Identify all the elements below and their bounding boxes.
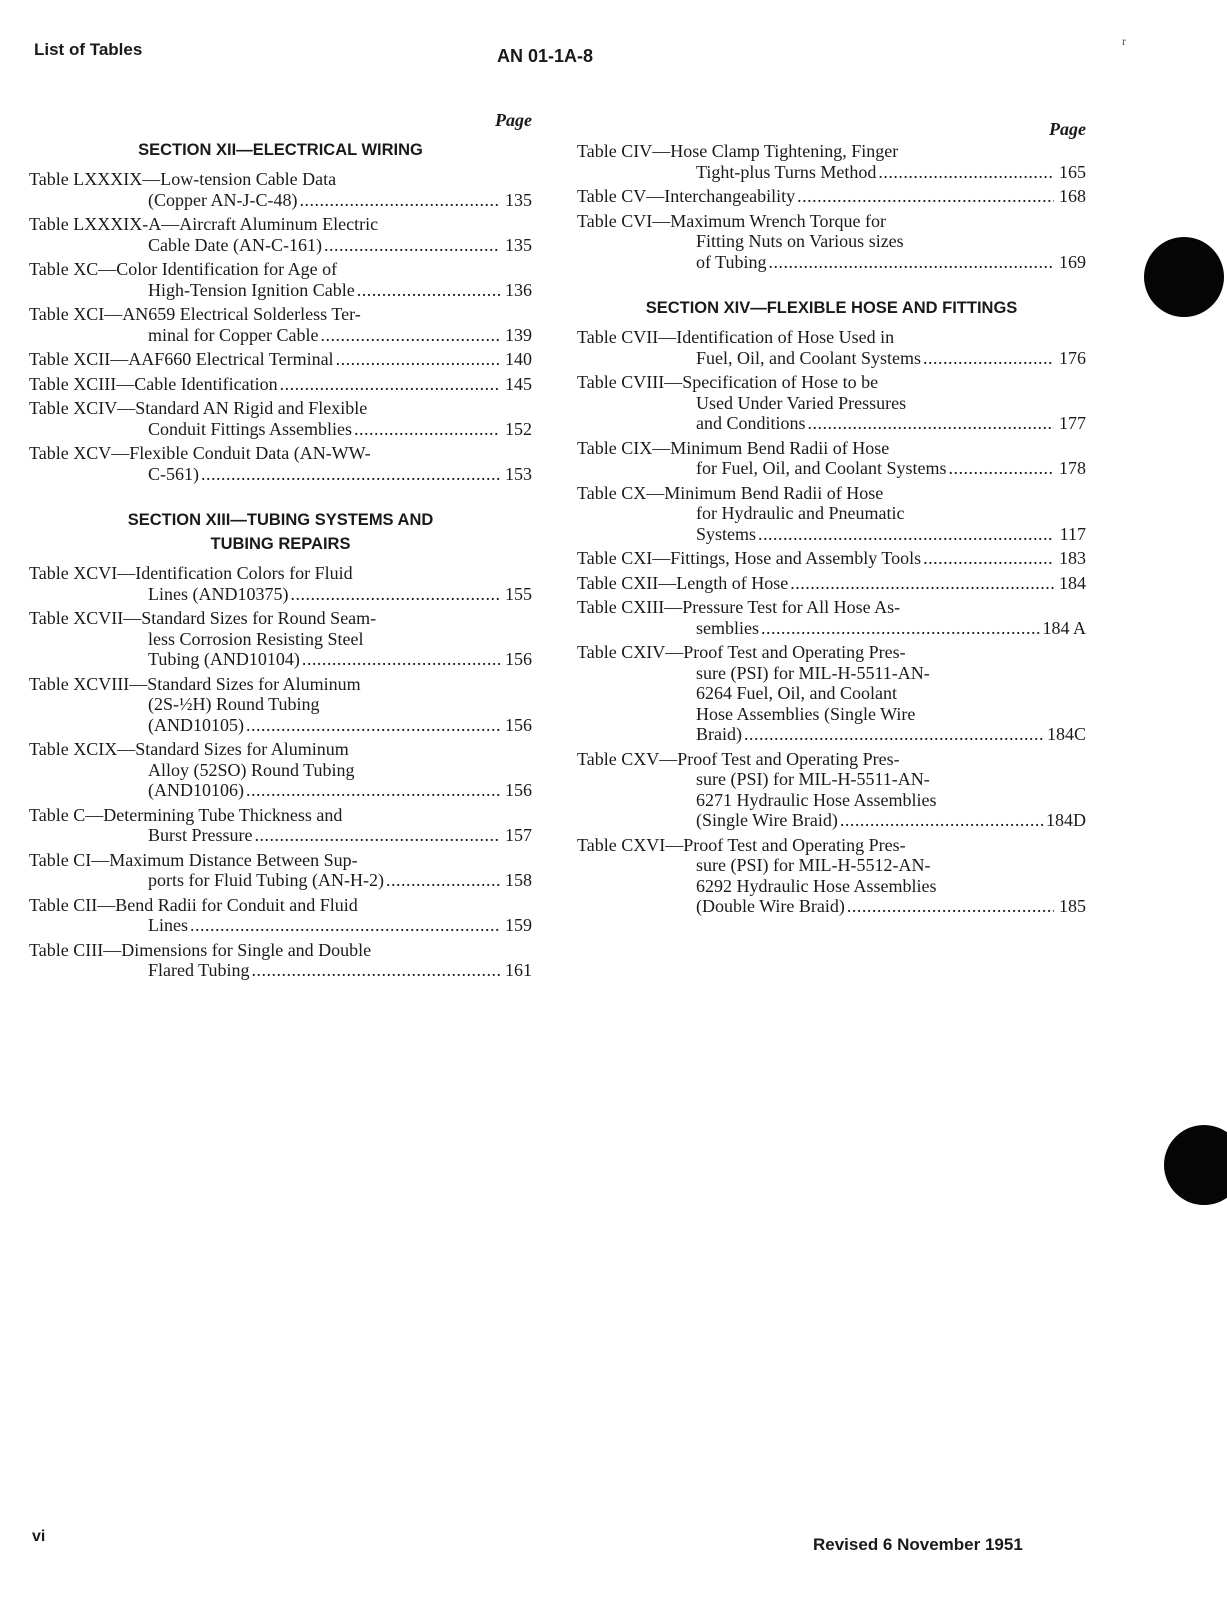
toc-entry <box>29 349 532 370</box>
dot-leader <box>290 584 500 605</box>
toc-entry <box>577 438 1086 479</box>
toc-entry <box>577 597 1086 638</box>
entry-title-continued: Fuel, Oil, and Coolant Systems <box>696 347 921 368</box>
entry-page-number: 185 <box>1059 896 1086 916</box>
entry-page-number: 157 <box>505 825 532 845</box>
toc-entry <box>577 835 1086 917</box>
page-column-label: Page <box>495 110 532 130</box>
toc-entry <box>577 573 1086 594</box>
toc-entry <box>577 186 1086 207</box>
entry-title-continued: (Copper AN-J-C-48) <box>148 189 298 210</box>
entry-last-line <box>577 524 1086 545</box>
entry-page-number: 184C <box>1046 724 1086 744</box>
entry-page-number: 165 <box>1059 161 1086 182</box>
entry-title: Table CXIV—Proof Test and Operating Pres- <box>577 642 906 662</box>
entry-title-continued: Cable Date (AN-C-161) <box>148 234 322 255</box>
entry-page-number: 139 <box>505 324 532 345</box>
dot-leader <box>847 896 1054 917</box>
entry-title: Table XC—Color Identification for Age of <box>29 259 338 279</box>
entry-title-continued: of Tubing <box>696 251 767 272</box>
toc-entry <box>29 805 532 846</box>
toc-entry <box>577 211 1086 273</box>
entry-title-continued: sure (PSI) for MIL-H-5511-AN- <box>696 769 930 789</box>
entry-title-continued: Tubing (AND10104) <box>148 649 300 669</box>
entry-title-continued: Systems <box>696 523 757 544</box>
entry-title-continued: ports for Fluid Tubing (AN-H-2) <box>148 870 385 890</box>
entry-title-continued: Braid) <box>696 724 742 744</box>
document-number: AN 01-1A-8 <box>497 46 594 66</box>
section-heading: SECTION XIV—FLEXIBLE HOSE AND FITTINGS <box>645 299 1018 317</box>
entry-title-continued: Burst Pressure <box>148 825 253 845</box>
entry-title: Table CII—Bend Radii for Conduit and Fluid <box>29 894 358 915</box>
toc-entry <box>577 141 1086 182</box>
dot-leader <box>354 419 500 440</box>
entry-title-continued: (Double Wire Braid) <box>696 896 845 916</box>
entry-title: Table CXIII—Pressure Test for All Hose As- <box>577 597 901 617</box>
entry-title: Table XCV—Flexible Conduit Data (AN-WW- <box>29 443 371 463</box>
entry-last-line <box>577 186 1086 207</box>
entry-page-number: 153 <box>505 463 532 484</box>
dot-leader <box>386 870 500 891</box>
entry-last-line <box>29 715 532 736</box>
left-column <box>29 108 532 985</box>
entry-page-number: 156 <box>505 780 532 800</box>
dot-leader <box>744 724 1045 745</box>
right-column <box>577 117 1086 921</box>
toc-entry <box>29 214 532 255</box>
entry-page-number: 184D <box>1046 810 1086 830</box>
entry-page-number: 117 <box>1059 523 1086 544</box>
entry-page-number: 135 <box>505 234 532 255</box>
entry-last-line <box>577 348 1086 369</box>
entry-title: Table CXI—Fittings, Hose and Assembly Tools <box>577 548 922 568</box>
entry-page-number: 183 <box>1059 548 1086 568</box>
entry-page-number: 140 <box>505 349 532 369</box>
entry-page-number: 136 <box>505 279 532 300</box>
entry-page-number: 135 <box>505 189 532 210</box>
page-column-label: Page <box>1049 119 1086 139</box>
entry-page-number: 158 <box>505 870 532 890</box>
dot-leader <box>761 618 1040 639</box>
dot-leader <box>840 810 1044 831</box>
dot-leader <box>357 280 500 301</box>
entry-page-number: 156 <box>505 714 532 735</box>
entry-page-number: 156 <box>505 649 532 669</box>
entry-title: Table XCVII—Standard Sizes for Round Seam- <box>29 608 377 628</box>
entry-last-line <box>29 825 532 846</box>
entry-last-line <box>29 584 532 605</box>
entry-title: Table CVIII—Specification of Hose to be <box>577 372 879 392</box>
entry-title: Table C—Determining Tube Thickness and <box>29 804 343 825</box>
entry-page-number: 169 <box>1059 251 1086 272</box>
entry-title: Table CIX—Minimum Bend Radii of Hose <box>577 437 890 458</box>
entry-page-number: 161 <box>505 960 532 980</box>
entry-page-number: 176 <box>1059 347 1086 368</box>
entry-title-continued: for Hydraulic and Pneumatic <box>696 503 905 523</box>
entry-page-number: 168 <box>1059 186 1086 206</box>
entry-title: Table LXXXIX—Low-tension Cable Data <box>29 169 337 189</box>
entry-title-continued: 6264 Fuel, Oil, and Coolant <box>696 683 897 703</box>
entry-page-number: 145 <box>505 373 532 394</box>
toc-entry <box>29 169 532 210</box>
entry-last-line <box>29 960 532 981</box>
entry-last-line <box>577 810 1086 831</box>
dot-leader <box>302 649 500 670</box>
entry-title: Table XCVI—Identification Colors for Fluid <box>29 563 353 583</box>
running-header-title: List of Tables <box>34 40 143 59</box>
entry-title-continued: Used Under Varied Pressures <box>696 392 907 413</box>
dot-leader <box>336 349 500 370</box>
dot-leader <box>280 374 500 395</box>
entry-last-line <box>29 780 532 801</box>
dot-leader <box>790 573 1054 594</box>
dot-leader <box>320 325 500 346</box>
toc-entry <box>29 374 532 395</box>
entry-title: Table CI—Maximum Distance Between Sup- <box>29 849 358 870</box>
entry-title: Table CX—Minimum Bend Radii of Hose <box>577 482 884 503</box>
entry-title: Table CXII—Length of Hose <box>577 572 789 593</box>
entry-title-continued: for Fuel, Oil, and Coolant Systems <box>696 458 947 478</box>
entry-title-continued: Hose Assemblies (Single Wire <box>696 703 916 724</box>
entry-title-continued: (AND10105) <box>148 714 244 735</box>
entry-title-continued: Lines (AND10375) <box>148 583 289 604</box>
revision-date: Revised 6 November 1951 <box>813 1535 1023 1554</box>
section-heading: TUBING REPAIRS <box>210 535 351 553</box>
entry-page-number: 152 <box>505 418 532 439</box>
dot-leader <box>949 458 1055 479</box>
entry-title-continued: High-Tension Ignition Cable <box>148 279 355 300</box>
dot-leader <box>246 780 500 801</box>
entry-title: Table XCI—AN659 Electrical Solderless Ter- <box>29 304 361 324</box>
toc-entry <box>29 259 532 300</box>
entry-page-number: 177 <box>1059 413 1086 433</box>
toc-entry <box>29 398 532 439</box>
toc-entry <box>29 739 532 801</box>
entry-page-number: 159 <box>505 915 532 935</box>
entry-title-continued: less Corrosion Resisting Steel <box>148 628 364 649</box>
entry-last-line <box>29 464 532 485</box>
entry-page-number: 184 <box>1059 572 1086 593</box>
entry-last-line <box>29 349 532 370</box>
entry-title-continued: C-561) <box>148 463 199 484</box>
toc-entry <box>29 304 532 345</box>
dot-leader <box>769 252 1054 273</box>
entry-title-continued: Lines <box>148 915 188 935</box>
toc-entry <box>29 443 532 484</box>
entry-title: Table CVI—Maximum Wrench Torque for <box>577 210 887 231</box>
margin-mark: r <box>1122 34 1126 48</box>
entry-page-number: 184 A <box>1042 617 1086 638</box>
entry-last-line <box>577 162 1086 183</box>
entry-title: Table CXVI—Proof Test and Operating Pres- <box>577 834 906 855</box>
binder-hole-bottom <box>1164 1125 1227 1205</box>
entry-title: Table CXV—Proof Test and Operating Pres- <box>577 748 900 769</box>
toc-entry <box>29 895 532 936</box>
toc-entry <box>29 674 532 736</box>
dot-leader <box>758 524 1054 545</box>
entry-last-line <box>29 374 532 395</box>
toc-entry <box>577 483 1086 545</box>
entry-title: Table XCIX—Standard Sizes for Aluminum <box>29 739 349 759</box>
entry-title-continued: 6271 Hydraulic Hose Assemblies <box>696 789 937 810</box>
dot-leader <box>324 235 500 256</box>
toc-entry <box>577 372 1086 434</box>
toc-entry <box>577 548 1086 569</box>
entry-last-line <box>577 413 1086 434</box>
entry-title-continued: sure (PSI) for MIL-H-5511-AN- <box>696 662 930 683</box>
entry-page-number: 178 <box>1059 458 1086 478</box>
toc-entry <box>577 327 1086 368</box>
dot-leader <box>190 915 500 936</box>
dot-leader <box>797 186 1054 207</box>
toc-entry <box>577 642 1086 745</box>
dot-leader <box>923 348 1054 369</box>
entry-title-continued: Tight-plus Turns Method <box>696 161 877 182</box>
entry-title: Table LXXXIX-A—Aircraft Aluminum Electric <box>29 214 379 234</box>
entry-last-line <box>29 280 532 301</box>
entry-last-line <box>29 190 532 211</box>
dot-leader <box>299 190 500 211</box>
entry-last-line <box>577 548 1086 569</box>
entry-last-line <box>29 419 532 440</box>
entry-title-continued: Flared Tubing <box>148 960 250 980</box>
page-number: vi <box>32 1528 46 1545</box>
dot-leader <box>255 825 501 846</box>
entry-title: Table XCIII—Cable Identification <box>29 373 278 394</box>
toc-entry <box>29 940 532 981</box>
dot-leader <box>252 960 500 981</box>
entry-title-continued: (2S-½H) Round Tubing <box>148 694 320 714</box>
dot-leader <box>878 162 1054 183</box>
entry-last-line <box>577 573 1086 594</box>
entry-last-line <box>29 235 532 256</box>
toc-entry <box>29 850 532 891</box>
entry-title-continued: (Single Wire Braid) <box>696 810 838 830</box>
entry-title: Table XCIV—Standard AN Rigid and Flexible <box>29 398 368 418</box>
dot-leader <box>201 464 500 485</box>
entry-title-continued: semblies <box>696 617 759 638</box>
entry-page-number: 155 <box>505 583 532 604</box>
entry-title: Table CIV—Hose Clamp Tightening, Finger <box>577 141 899 161</box>
entry-last-line <box>29 649 532 670</box>
entry-last-line <box>577 458 1086 479</box>
entry-title: Table XCII—AAF660 Electrical Terminal <box>29 349 334 369</box>
dot-leader <box>246 715 500 736</box>
section-heading: SECTION XIII—TUBING SYSTEMS AND <box>127 511 434 529</box>
entry-title-continued: Alloy (52SO) Round Tubing <box>148 759 355 780</box>
entry-last-line <box>29 915 532 936</box>
binder-hole-top <box>1144 237 1224 317</box>
entry-title-continued: minal for Copper Cable <box>148 324 319 345</box>
entry-last-line <box>577 724 1086 745</box>
entry-title-continued: and Conditions <box>696 413 806 433</box>
entry-title: Table CIII—Dimensions for Single and Double <box>29 939 372 960</box>
toc-entry <box>29 608 532 670</box>
entry-title: Table XCVIII—Standard Sizes for Aluminum <box>29 673 361 694</box>
entry-last-line <box>577 252 1086 273</box>
dot-leader <box>808 413 1054 434</box>
entry-last-line <box>577 896 1086 917</box>
entry-title-continued: sure (PSI) for MIL-H-5512-AN- <box>696 855 931 875</box>
section-heading: SECTION XII—ELECTRICAL WIRING <box>138 141 423 159</box>
entry-title-continued: Conduit Fittings Assemblies <box>148 418 353 439</box>
entry-last-line <box>29 870 532 891</box>
toc-entry <box>577 749 1086 831</box>
entry-title-continued: (AND10106) <box>148 780 244 800</box>
toc-entry <box>29 563 532 604</box>
entry-title-continued: 6292 Hydraulic Hose Assemblies <box>696 875 937 896</box>
entry-title: Table CVII—Identification of Hose Used in <box>577 327 895 347</box>
entry-last-line <box>577 618 1086 639</box>
dot-leader <box>923 548 1054 569</box>
entry-title-continued: Fitting Nuts on Various sizes <box>696 231 904 251</box>
entry-last-line <box>29 325 532 346</box>
entry-title: Table CV—Interchangeability <box>577 186 796 206</box>
